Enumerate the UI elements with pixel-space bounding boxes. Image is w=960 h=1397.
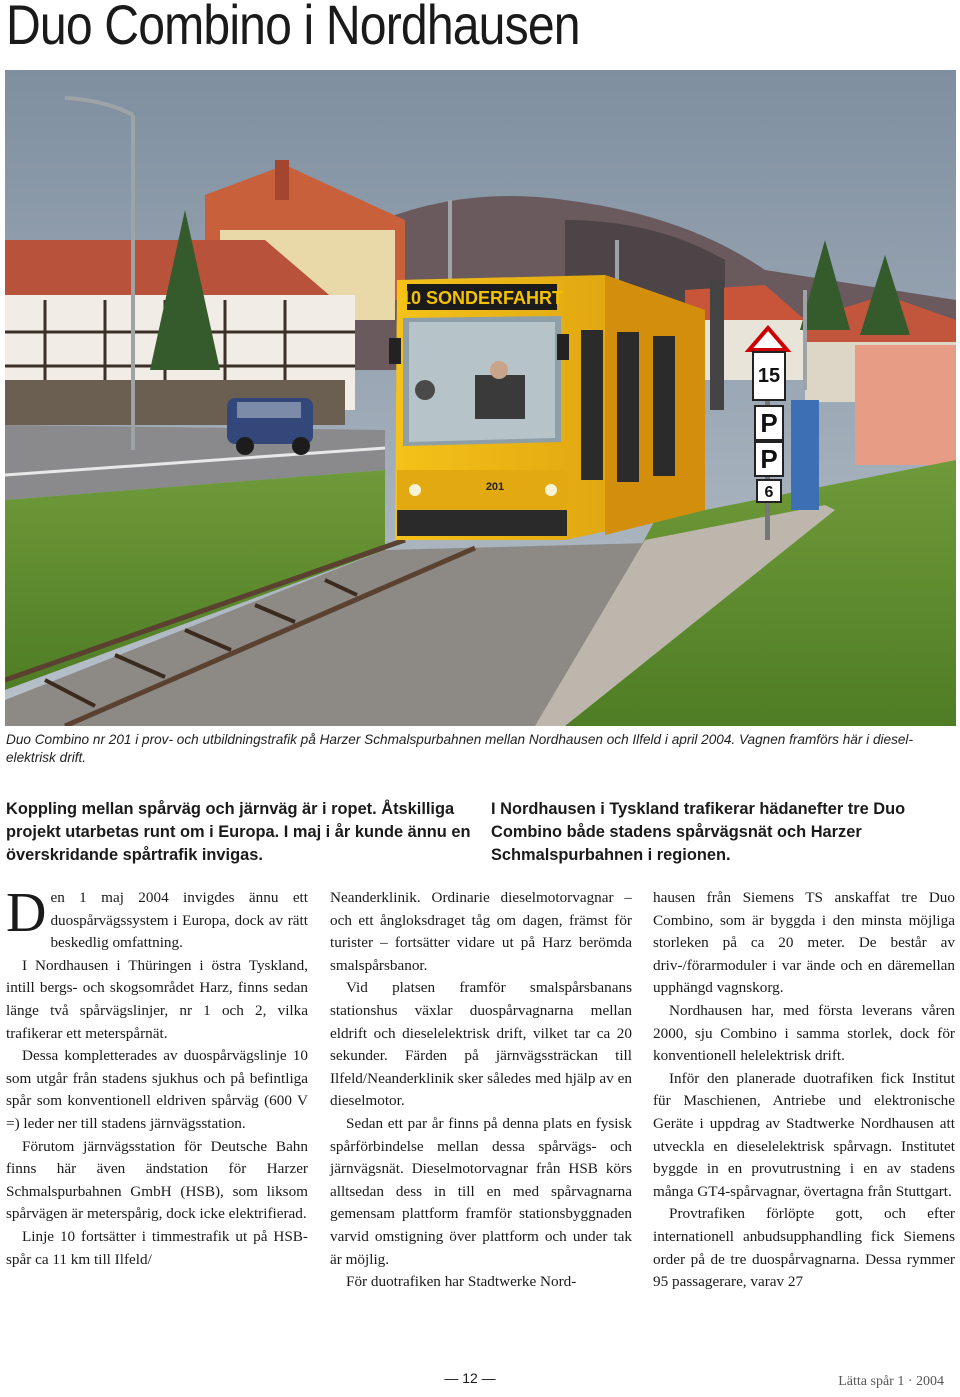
- body-paragraph-text: en 1 maj 2004 invigdes ännu ett duospårvägssystem i Europa, dock av rätt beskedlig omfattning.: [50, 889, 308, 952]
- sign-p-text-lower: P: [760, 444, 778, 474]
- page-number: — 12 —: [444, 1370, 496, 1386]
- body-paragraph: För duotrafiken har Stadtwerke Nord-: [346, 1273, 577, 1291]
- sign-six-text: 6: [764, 484, 774, 501]
- body-column-3: [653, 887, 955, 1294]
- tram: [389, 275, 705, 540]
- lead-paragraph-left: Koppling mellan spårväg och järnväg är i ropet. Åtskilliga projekt utarbetas runt om i Europa. I maj i år kunde ännu en överskridande spårtrafik invigas.: [6, 800, 471, 864]
- body-column-1: [6, 882, 308, 1271]
- article-title: Duo Combino i Nordhausen: [6, 0, 580, 56]
- body-paragraph: [6, 882, 308, 955]
- tram-destination-display: 10 SONDERFAHRT: [400, 288, 564, 308]
- sign-speed-text: 15: [757, 365, 781, 387]
- body-paragraph: Förutom järnvägsstation för Deutsche Bahn finns här även ändstation för Harzer Schmalspurbahnen GmbH (HSB), som liksom spårvägen är meterspårig, dock icke elektrifierad.: [6, 1137, 308, 1223]
- body-column-2: [330, 887, 632, 1294]
- body-paragraph: Nordhausen har, med första leverans våren 2000, sju Combino i samma storlek, dock för konventionell helelektrisk drift.: [653, 1001, 955, 1065]
- body-paragraph: Inför den planerade duotrafiken fick Institut für Maschienen, Antriebe und elektronische Geräte i uppdrag av Stadtwerke Nordhausen att utveckla en dieselelektrisk spårvagn. Institutet byggde in en provutrustning i en av stadens många GT4-spårvagnar, övertagna från Stuttgart.: [653, 1069, 955, 1200]
- body-paragraph: Sedan ett par år finns på denna plats en fysisk spårförbindelse mellan dessa spårvägs- och järnvägsnät. Dieselmotorvagnar från HSB körs alltsedan dess in till en med spårvagnarna gemensam plattform framför stationsbyggnaden varvid omstigning över plattform och under tak är möjlig.: [330, 1114, 632, 1268]
- body-paragraph: I Nordhausen i Thüringen i östra Tyskland, intill bergs- och skogsområdet Harz, finns sedan länge två spårvägslinjer, nr 1 och 2, vilka trafikerar ett meterspårnät.: [6, 956, 308, 1042]
- tram-photo: [5, 70, 956, 726]
- body-paragraph: Vid platsen framför smalspårsbanans stationshus växlar duospårvagnarna mellan eldrift och dieselelektrisk drift, vilket tar ca 20 sekunder. Färden på järnvägssträckan till Ilfeld/Neanderklinik sker således med hjälp av en dieselmotor.: [330, 979, 632, 1110]
- body-paragraph: hausen från Siemens TS anskaffat tre Duo Combino, som är byggda i den minsta möjliga storleken på ca 20 meter. De består av driv-/förarmoduler i var ände och en däremellan upphängd vagnskorg.: [653, 889, 955, 997]
- body-paragraph: Neanderklinik. Ordinarie dieselmotorvagnar – och ett ångloksdraget tåg om dagen, främst för turister – fortsätter vidare ut på Harz berömda smalspårsbanor.: [330, 889, 632, 974]
- photo-caption: Duo Combino nr 201 i prov- och utbildningstrafik på Harzer Schmalspurbahnen mellan Nordhausen och Ilfeld i april 2004. Vagnen framförs här i diesel-elektrisk drift.: [6, 732, 913, 765]
- body-paragraph: Linje 10 fortsätter i timmestrafik ut på HSB-spår ca 11 km till Ilfeld/: [6, 1227, 308, 1268]
- lead-paragraph-right: I Nordhausen i Tyskland trafikerar hädanefter tre Duo Combino både stadens spårvägsnät och Harzer Schmalspurbahnen i regionen.: [491, 800, 906, 864]
- body-paragraph: Dessa kompletterades av duospårvägslinje 10 som utgår från stadens sjukhus och på befintliga spår som konventionell eldriven spårväg (600 V =) leder ner till stadens järnvägsstation.: [6, 1047, 308, 1132]
- publication-footer: Lätta spår 1 · 2004: [838, 1374, 944, 1389]
- tram-number: 201: [485, 481, 505, 493]
- body-paragraph: Provtrafiken förlöpte gott, och efter internationell anbudsupphandling fick Siemens order på de tre duospårvagnarna. Dessa rymmer 95 passagerare, varav 27: [653, 1205, 955, 1291]
- sign-p-text: P: [760, 408, 778, 438]
- drop-cap: D: [6, 882, 47, 944]
